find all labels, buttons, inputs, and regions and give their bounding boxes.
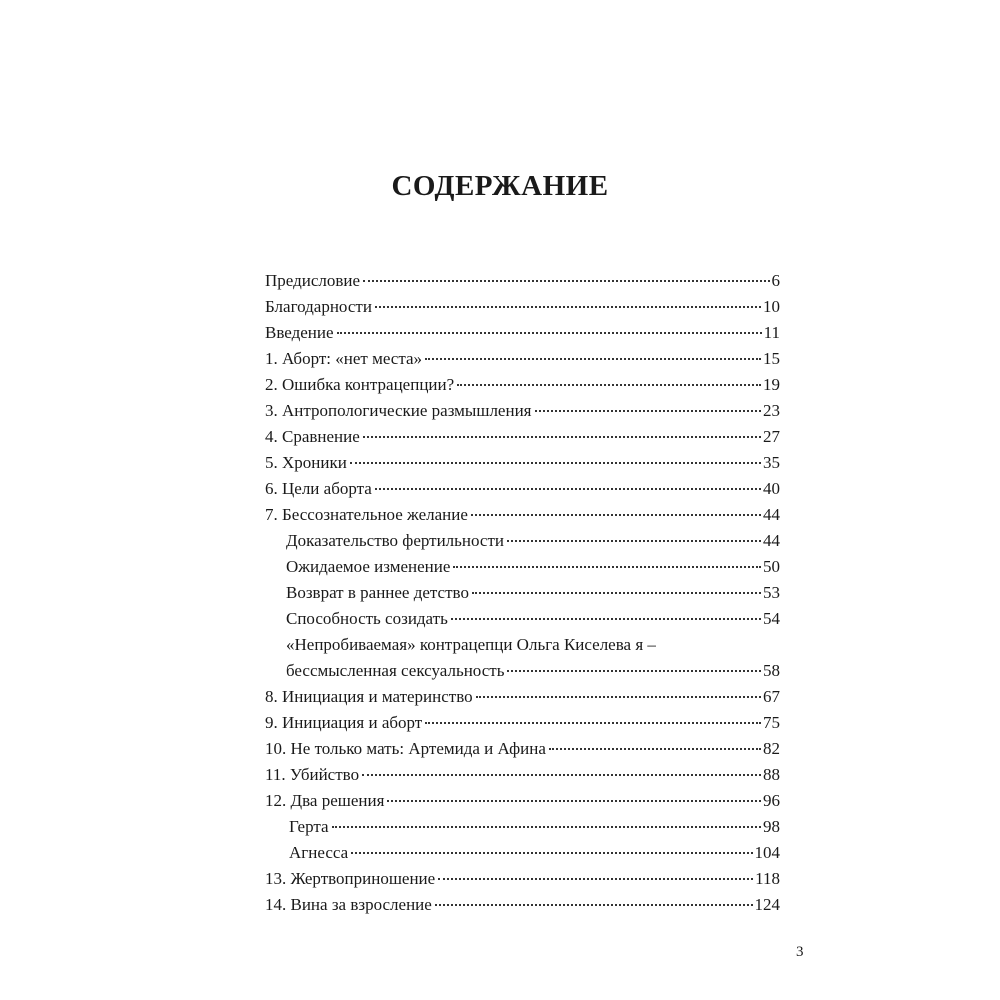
toc-entry[interactable] <box>265 710 780 736</box>
toc-entry[interactable] <box>265 450 780 476</box>
toc-entry-page: 75 <box>763 713 780 732</box>
toc-dot-leader <box>387 800 761 802</box>
toc-entry-title: 5. Хроники <box>265 453 347 472</box>
toc-entry-page: 53 <box>763 583 780 602</box>
toc-entry[interactable] <box>265 554 780 580</box>
toc-entry[interactable] <box>265 372 780 398</box>
toc-dot-leader <box>350 462 761 464</box>
toc-entry-page: 50 <box>763 557 780 576</box>
toc-entry[interactable] <box>265 294 780 320</box>
toc-dot-leader <box>375 306 761 308</box>
toc-entry-page: 67 <box>763 687 780 706</box>
toc-dot-leader <box>362 774 761 776</box>
toc-entry[interactable] <box>265 814 780 840</box>
toc-entry[interactable] <box>265 346 780 372</box>
toc-entry[interactable] <box>265 762 780 788</box>
toc-dot-leader <box>451 618 761 620</box>
toc-dot-leader <box>507 670 761 672</box>
toc-entry-title: 2. Ошибка контрацепции? <box>265 375 455 394</box>
toc-entry[interactable] <box>265 788 780 814</box>
toc-entry[interactable] <box>265 398 780 424</box>
toc-entry-page: 58 <box>763 661 780 680</box>
toc-entry-title: Возврат в раннее детство <box>286 583 469 602</box>
toc-dot-leader <box>351 852 752 854</box>
toc-entry-title: 1. Аборт: «нет места» <box>265 349 423 368</box>
toc-entry[interactable] <box>265 320 780 346</box>
toc-entry-title: Способность созидать <box>286 609 448 628</box>
table-of-contents <box>265 268 780 918</box>
page-title: СОДЕРЖАНИЕ <box>391 170 609 202</box>
toc-entry-title: 11. Убийство <box>265 765 360 784</box>
toc-entry-page: 23 <box>763 401 780 420</box>
toc-entry[interactable] <box>265 840 780 866</box>
toc-entry-page: 27 <box>763 427 780 446</box>
toc-entry[interactable] <box>265 502 780 528</box>
toc-entry-page: 104 <box>754 843 780 862</box>
toc-entry-title: 12. Два решения <box>265 791 385 810</box>
toc-entry-title: Доказательство фертильности <box>286 531 505 550</box>
toc-entry[interactable] <box>265 866 780 892</box>
toc-entry-page: 44 <box>763 505 780 524</box>
toc-entry-title: 13. Жертвоприношение <box>265 869 436 888</box>
toc-entry-title: Благодарности <box>265 297 372 316</box>
toc-dot-leader <box>332 826 761 828</box>
toc-entry-page: 6 <box>771 271 780 290</box>
toc-dot-leader <box>435 904 753 906</box>
toc-entry-page: 54 <box>763 609 780 628</box>
toc-dot-leader <box>476 696 761 698</box>
toc-dot-leader <box>472 592 761 594</box>
toc-entry-title: Ожидаемое изменение <box>286 557 451 576</box>
toc-entry[interactable] <box>265 268 780 294</box>
toc-entry-title: Предисловие <box>265 271 361 290</box>
toc-entry[interactable] <box>265 892 780 918</box>
toc-entry-page: 124 <box>754 895 780 914</box>
toc-entry-page: 88 <box>763 765 780 784</box>
toc-entry-title: 8. Инициация и материнство <box>265 687 473 706</box>
toc-entry[interactable] <box>265 528 780 554</box>
toc-dot-leader <box>363 280 769 282</box>
toc-entry-title: 9. Инициация и аборт <box>265 713 423 732</box>
toc-entry-page: 35 <box>763 453 780 472</box>
toc-entry-title: Герта <box>289 817 329 836</box>
toc-entry-page: 11 <box>763 323 780 342</box>
toc-entry-title: 10. Не только мать: Артемида и Афина <box>265 739 546 758</box>
toc-dot-leader <box>471 514 761 516</box>
toc-entry-page: 40 <box>763 479 780 498</box>
toc-entry[interactable] <box>265 476 780 502</box>
toc-entry[interactable] <box>265 606 780 632</box>
toc-entry-page: 82 <box>763 739 780 758</box>
toc-entry-page: 15 <box>763 349 780 368</box>
toc-entry-page: 44 <box>763 531 780 550</box>
toc-entry-title: 6. Цели аборта <box>265 479 372 498</box>
toc-entry[interactable] <box>265 736 780 762</box>
toc-entry[interactable] <box>265 684 780 710</box>
toc-entry[interactable] <box>265 424 780 450</box>
toc-entry-title: бессмысленная сексуальность <box>286 661 505 680</box>
toc-entry-page: 19 <box>763 375 780 394</box>
page-number: 3 <box>796 944 804 960</box>
toc-dot-leader <box>549 748 761 750</box>
toc-entry-title: «Непробиваемая» контрацепци Ольга Киселева я – <box>286 635 656 654</box>
toc-entry[interactable] <box>265 580 780 606</box>
toc-dot-leader <box>438 878 753 880</box>
toc-entry-page: 96 <box>763 791 780 810</box>
toc-entry-title: 7. Бессознательное желание <box>265 505 468 524</box>
toc-entry-title: Агнесса <box>289 843 349 862</box>
toc-dot-leader <box>507 540 761 542</box>
toc-entry-title: 4. Сравнение <box>265 427 360 446</box>
toc-dot-leader <box>425 358 761 360</box>
toc-entry[interactable] <box>265 658 780 684</box>
toc-dot-leader <box>363 436 761 438</box>
toc-entry-page: 10 <box>763 297 780 316</box>
toc-entry-page: 118 <box>755 869 780 888</box>
toc-dot-leader <box>425 722 761 724</box>
toc-dot-leader <box>453 566 761 568</box>
toc-dot-leader <box>535 410 762 412</box>
toc-entry-page: 98 <box>763 817 780 836</box>
toc-dot-leader <box>375 488 761 490</box>
toc-entry-title: 3. Антропологические размышления <box>265 401 532 420</box>
toc-dot-leader <box>337 332 762 334</box>
toc-dot-leader <box>457 384 761 386</box>
toc-entry-title: 14. Вина за взросление <box>265 895 432 914</box>
toc-entry-title: Введение <box>265 323 334 342</box>
toc-entry[interactable] <box>265 632 780 658</box>
